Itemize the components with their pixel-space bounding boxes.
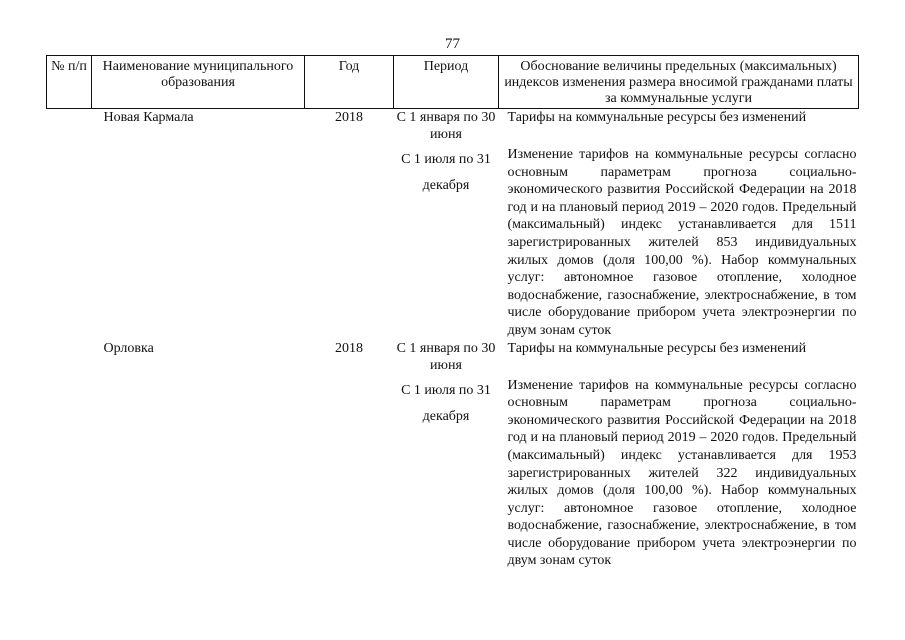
row-period	[394, 340, 499, 571]
period-second-half: С 1 июля по 31 декабря	[401, 382, 491, 424]
row-basis	[499, 109, 859, 340]
table-row	[47, 340, 859, 571]
header-name: Наименование муниципального образования	[92, 56, 305, 109]
header-basis: Обоснование величины предельных (максимальных) индексов изменения размера вносимой гражданами платы за коммунальные услуги	[499, 56, 859, 109]
row-num	[47, 340, 92, 571]
row-basis	[499, 340, 859, 571]
table-header-row	[47, 56, 859, 109]
period-first-half: С 1 января по 30 июня	[396, 110, 496, 142]
municipality-name: Новая Кармала	[103, 110, 194, 125]
row-year: 2018	[335, 340, 363, 356]
header-period: Период	[394, 56, 499, 109]
row-period	[394, 109, 499, 340]
period-first-half: С 1 января по 30 июня	[396, 340, 496, 373]
row-num	[47, 109, 92, 340]
basis-first-half: Тарифы на коммунальные ресурсы без изменений	[507, 340, 807, 356]
basis-second-half: Изменение тарифов на коммунальные ресурсы согласно основным параметрам прогноза социально-экономического развития Российской Федерации на 2018 год и на плановый период 2019 – 2020 годов. Предельный (максимальный) индекс устанавливается для 1511 зарегистрированных жителей 853 индивидуальных жилых домов (доля 100,00 %). Набор коммунальных услуг: автономное газовое отопление, холодное водоснабжение, газоснабжение, электроснабжение, в том числе оборудование прибором учета электроэнергии по двум зонам суток	[507, 147, 857, 338]
tariff-table	[46, 55, 859, 570]
period-second-half: С 1 июля по 31 декабря	[401, 152, 491, 193]
basis-second-half: Изменение тарифов на коммунальные ресурсы согласно основным параметрам прогноза социально-экономического развития Российской Федерации на 2018 год и на плановый период 2019 – 2020 годов. Предельный (максимальный) индекс устанавливается для 1953 зарегистрированных жителей 322 индивидуальных жилых домов (доля 100,00 %). Набор коммунальных услуг: автономное газовое отопление, холодное водоснабжение, газоснабжение, электроснабжение, в том числе оборудование прибором учета электроэнергии по двум зонам суток	[507, 377, 857, 569]
header-num: № п/п	[47, 56, 92, 109]
header-year: Год	[305, 56, 394, 109]
municipality-name: Орловка	[103, 340, 154, 356]
page-number: 77	[445, 36, 460, 52]
basis-first-half: Тарифы на коммунальные ресурсы без изменений	[507, 110, 807, 125]
row-year: 2018	[335, 110, 363, 125]
table-row	[47, 109, 859, 340]
